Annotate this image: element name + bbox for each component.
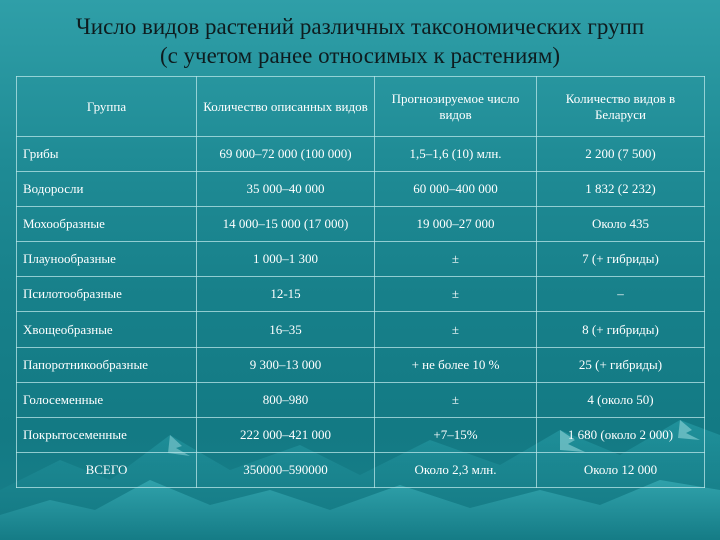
cell-belarus: Около 435 [537, 207, 705, 242]
cell-group: Покрытосеменные [17, 417, 197, 452]
cell-predicted: Около 2,3 млн. [375, 452, 537, 487]
cell-belarus: 25 (+ гибриды) [537, 347, 705, 382]
cell-described: 222 000–421 000 [197, 417, 375, 452]
title-line-2: (с учетом ранее относимых к растениям) [159, 43, 561, 68]
cell-group: Грибы [17, 137, 197, 172]
cell-belarus: 1 680 (около 2 000) [537, 417, 705, 452]
table-row [17, 382, 705, 417]
cell-predicted: 1,5–1,6 (10) млн. [375, 137, 537, 172]
cell-belarus: Около 12 000 [537, 452, 705, 487]
header-belarus-species: Количество видов в Беларуси [537, 77, 705, 137]
header-described-species: Количество описанных видов [197, 77, 375, 137]
cell-group: Мохообразные [17, 207, 197, 242]
cell-described: 69 000–72 000 (100 000) [197, 137, 375, 172]
table-row [17, 417, 705, 452]
cell-predicted: +7–15% [375, 417, 537, 452]
cell-predicted: 19 000–27 000 [375, 207, 537, 242]
table-row [17, 137, 705, 172]
cell-belarus: 4 (около 50) [537, 382, 705, 417]
cell-predicted: + не более 10 % [375, 347, 537, 382]
cell-described: 16–35 [197, 312, 375, 347]
table-row [17, 277, 705, 312]
cell-described: 35 000–40 000 [197, 172, 375, 207]
cell-group: Папоротникообразные [17, 347, 197, 382]
cell-group: Псилотообразные [17, 277, 197, 312]
cell-belarus: 8 (+ гибриды) [537, 312, 705, 347]
cell-described: 14 000–15 000 (17 000) [197, 207, 375, 242]
cell-described: 9 300–13 000 [197, 347, 375, 382]
table-header-row [17, 77, 705, 137]
cell-belarus: – [537, 277, 705, 312]
header-predicted-species: Прогнозируемое число видов [375, 77, 537, 137]
cell-described: 350000–590000 [197, 452, 375, 487]
cell-described: 1 000–1 300 [197, 242, 375, 277]
cell-predicted: ± [375, 242, 537, 277]
table-total-row [17, 452, 705, 487]
species-table-container [16, 76, 704, 488]
species-table [16, 76, 705, 488]
cell-group: Плаунообразные [17, 242, 197, 277]
cell-described: 12-15 [197, 277, 375, 312]
cell-group: Хвощеобразные [17, 312, 197, 347]
cell-total-label: ВСЕГО [17, 452, 197, 487]
slide-title [0, 12, 720, 70]
title-line-1: Число видов растений различных таксономических групп [75, 14, 645, 39]
cell-belarus: 7 (+ гибриды) [537, 242, 705, 277]
cell-predicted: ± [375, 382, 537, 417]
table-row [17, 207, 705, 242]
cell-predicted: 60 000–400 000 [375, 172, 537, 207]
cell-group: Водоросли [17, 172, 197, 207]
table-row [17, 347, 705, 382]
cell-predicted: ± [375, 312, 537, 347]
cell-described: 800–980 [197, 382, 375, 417]
table-row [17, 172, 705, 207]
table-row [17, 312, 705, 347]
cell-group: Голосеменные [17, 382, 197, 417]
cell-belarus: 2 200 (7 500) [537, 137, 705, 172]
cell-predicted: ± [375, 277, 537, 312]
table-row [17, 242, 705, 277]
header-group: Группа [17, 77, 197, 137]
cell-belarus: 1 832 (2 232) [537, 172, 705, 207]
